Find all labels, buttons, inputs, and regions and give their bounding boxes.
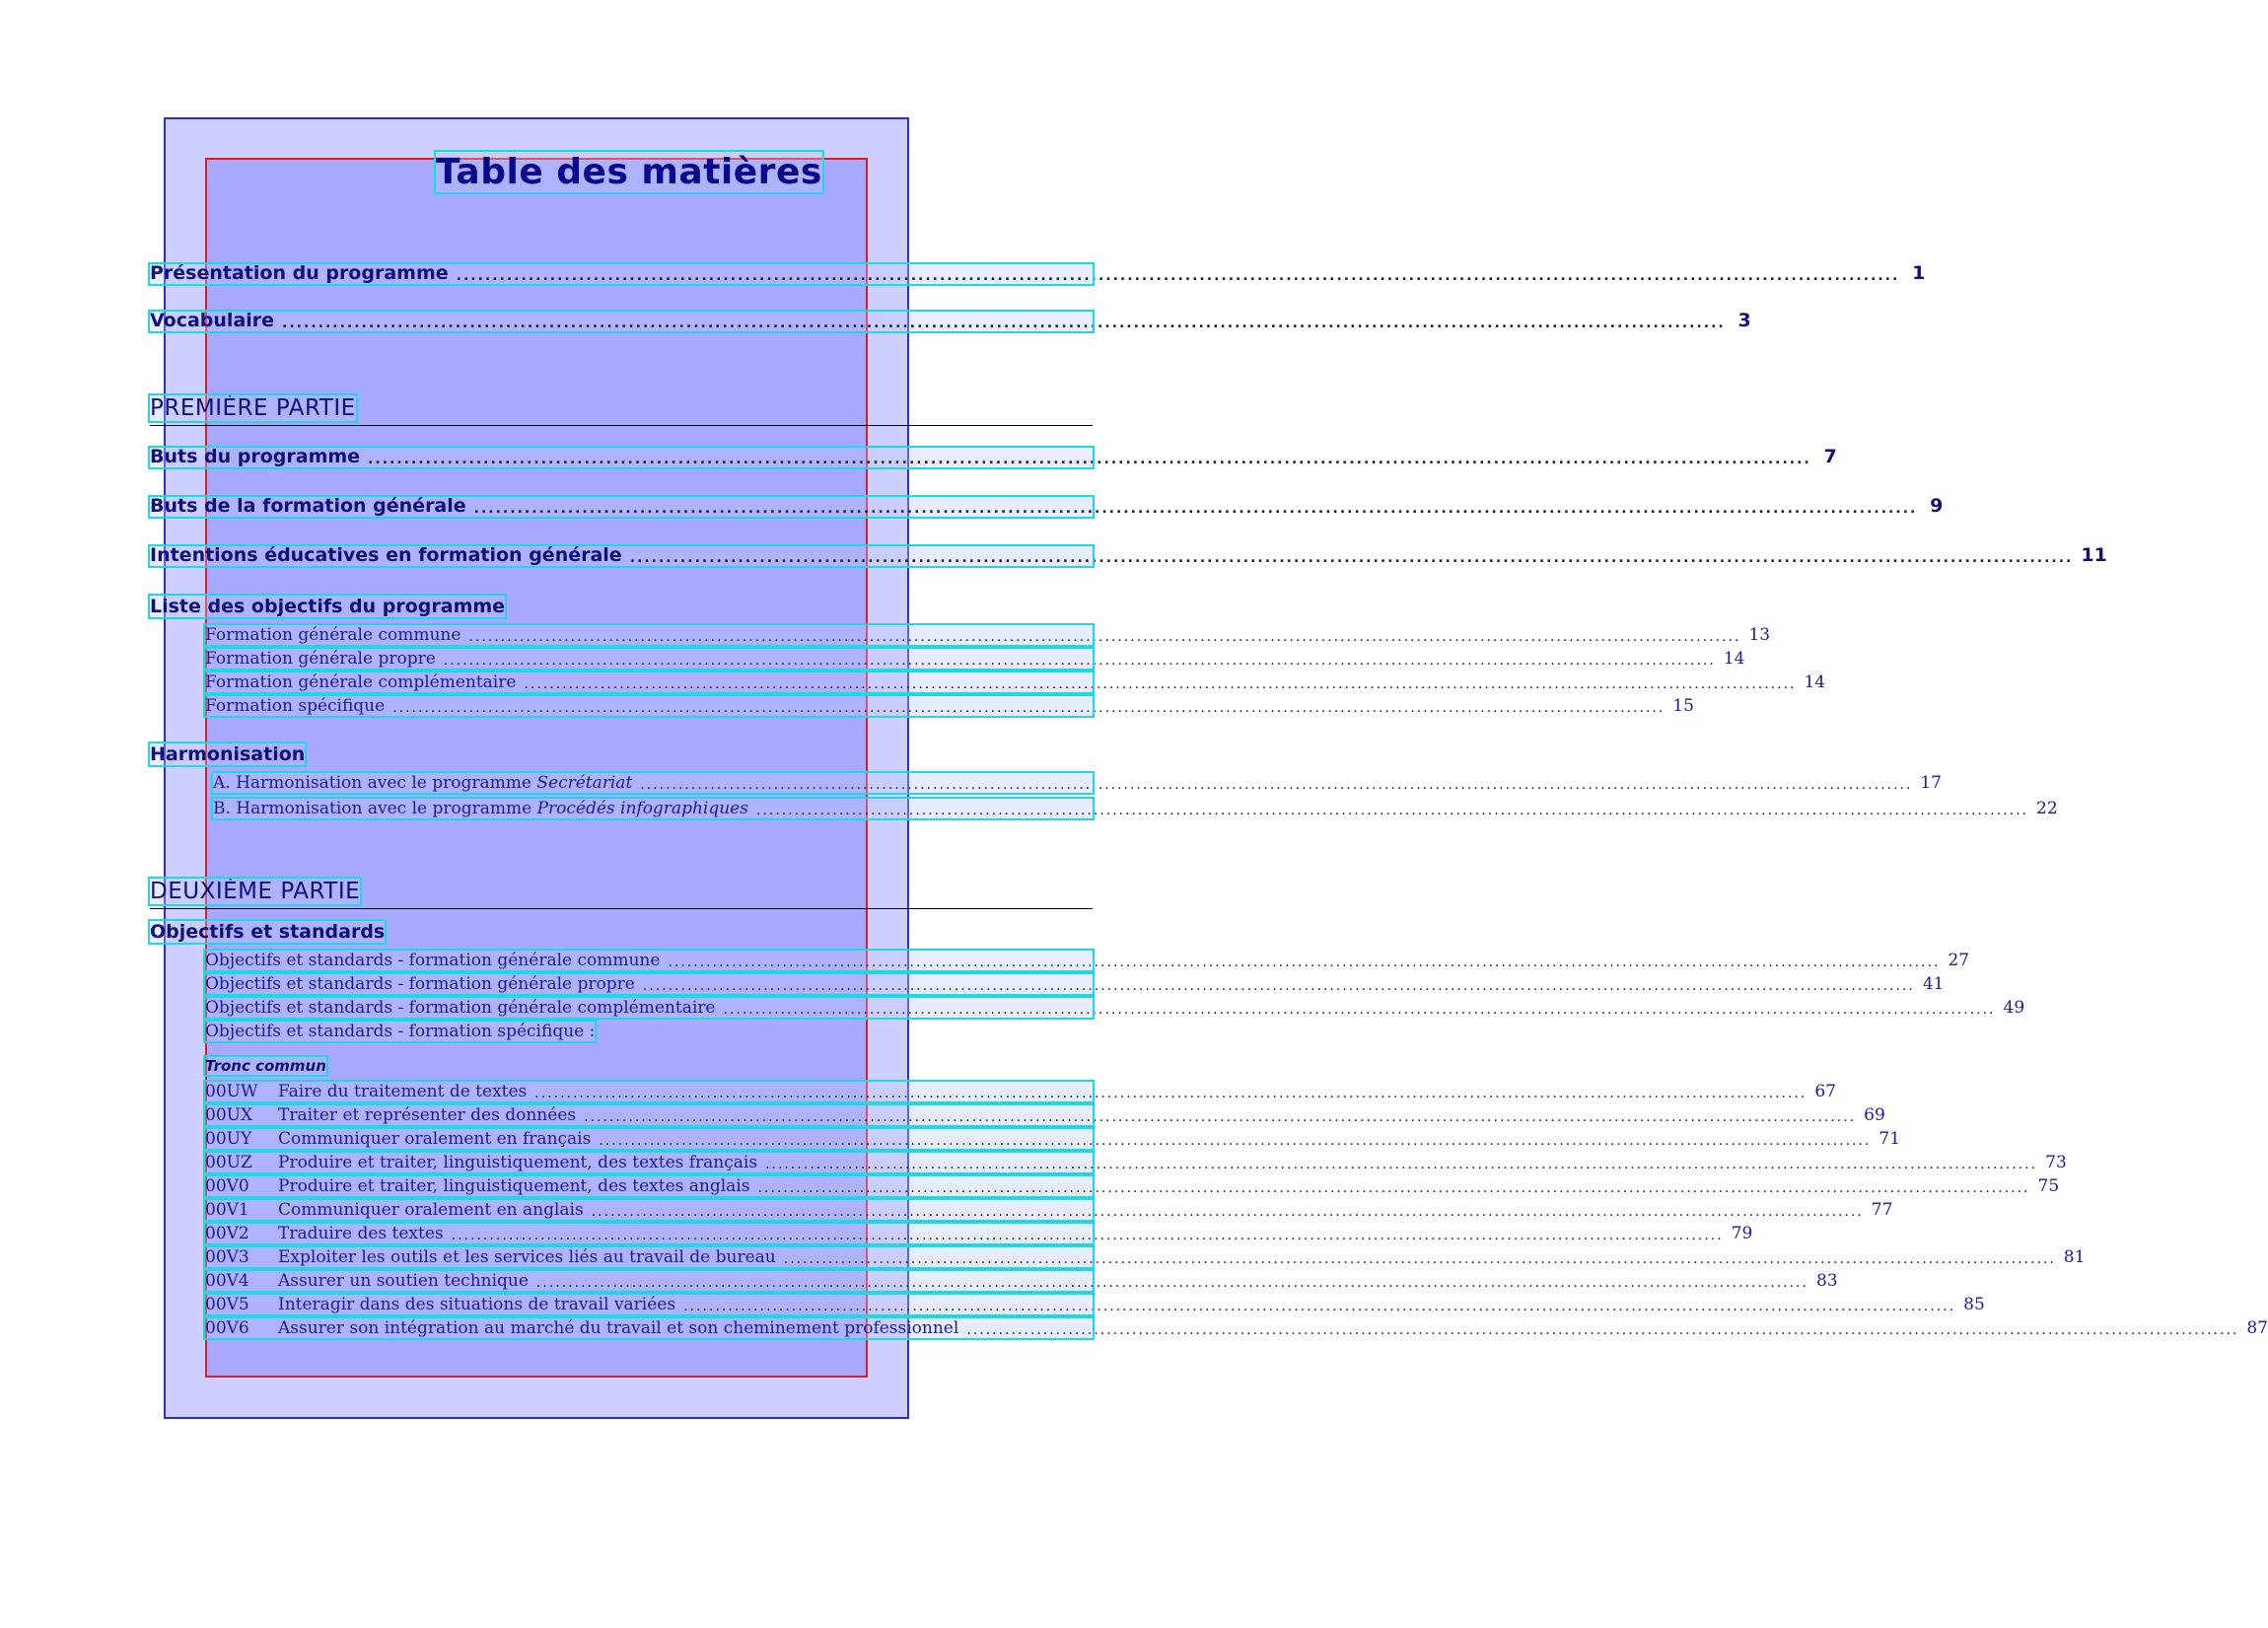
competency-label: Communiquer oralement en français (278, 1129, 592, 1149)
toc-entry-label (213, 773, 632, 793)
toc-entry-label: Formation générale commune (205, 625, 461, 645)
competency-label: Faire du traitement de textes (278, 1082, 528, 1101)
toc-entry-page: 3 (1737, 310, 1751, 331)
competency-code: 00UY (205, 1129, 252, 1149)
competency-entry[interactable] (205, 1247, 2086, 1267)
toc-entry-label (205, 1129, 591, 1149)
competency-code: 00V4 (205, 1271, 249, 1291)
toc-entry-page: 69 (1864, 1105, 1885, 1125)
harmonisation-prefix: B. Harmonisation avec le programme (213, 799, 537, 818)
specific-training-label: Objectifs et standards - formation spécifique : (205, 1022, 596, 1041)
toc-entry-page: 67 (1814, 1082, 1836, 1101)
competency-entry[interactable] (205, 1318, 2268, 1338)
toc-entry-label: Présentation du programme (150, 262, 449, 284)
toc-entry-page: 22 (2036, 799, 2058, 818)
toc-entry-label: Vocabulaire (150, 310, 275, 331)
toc-entry-page: 75 (2037, 1176, 2060, 1196)
toc-entry[interactable] (150, 310, 1751, 331)
leader-dots: ........................................................................................................................................................................................................ (443, 653, 1716, 669)
competency-label: Communiquer oralement en anglais (278, 1200, 584, 1220)
competency-code: 00UW (205, 1082, 258, 1101)
competency-entry[interactable] (205, 1271, 1838, 1291)
toc-entry-label (205, 1271, 529, 1291)
competency-label: Produire et traiter, linguistiquement, des textes anglais (278, 1176, 750, 1196)
competency-code: 00V6 (205, 1318, 249, 1338)
toc-entry-label: Objectifs et standards - formation générale complémentaire (205, 998, 716, 1018)
toc-entry-label: Formation spécifique (205, 696, 386, 716)
leader-dots: ........................................................................................................................................................................................................ (765, 1157, 2038, 1172)
leader-dots: ........................................................................................................................................................................................................ (524, 676, 1797, 692)
toc-entry-page: 41 (1922, 974, 1945, 994)
leader-dots: ........................................................................................................................................................................................................ (642, 978, 1915, 994)
toc-entry-label (205, 1200, 584, 1220)
toc-entry-page: 49 (2003, 998, 2025, 1018)
competency-label: Produire et traiter, linguistiquement, des textes français (278, 1153, 758, 1172)
toc-entry-page: 73 (2045, 1153, 2067, 1172)
competency-entry[interactable] (205, 1082, 1836, 1101)
competency-entry[interactable] (205, 1105, 1885, 1125)
competency-label: Assurer un soutien technique (278, 1271, 529, 1291)
toc-entry-page: 9 (1930, 495, 1944, 517)
toc-entry-label (205, 1247, 776, 1267)
competency-entry[interactable] (205, 1129, 1901, 1149)
toc-entry-page: 79 (1731, 1224, 1753, 1243)
toc-entry[interactable] (205, 672, 1826, 692)
leader-dots: ........................................................................................................................................................................................................ (640, 777, 1913, 793)
toc-entry-page: 81 (2063, 1247, 2086, 1267)
toc-entry[interactable] (205, 696, 1694, 716)
toc-entry-label: Intentions éducatives en formation générale (150, 544, 622, 566)
toc-entry-page: 71 (1878, 1129, 1901, 1149)
toc-entry-page: 14 (1804, 672, 1826, 692)
toc-entry-page: 77 (1871, 1200, 1893, 1220)
toc-entry-label: Objectifs et standards - formation générale commune (205, 951, 661, 970)
toc-entry[interactable] (205, 974, 1945, 994)
toc-entry-page: 85 (1963, 1295, 1985, 1314)
leader-dots: ........................................................................................................................................................................................................ (473, 501, 1918, 517)
leader-dots: ........................................................................................................................................................................................................ (966, 1322, 2239, 1338)
toc-entry-label (205, 1105, 576, 1125)
tronc-commun-label: Tronc commun (205, 1057, 326, 1075)
page-title: Table des matières (436, 152, 822, 192)
section-heading: Objectifs et standards (150, 921, 386, 943)
section-heading: Liste des objectifs du programme (150, 596, 506, 617)
toc-entry-page: 1 (1912, 262, 1926, 284)
competency-code: 00V2 (205, 1224, 249, 1243)
program-name: Procédés infographiques (536, 799, 748, 818)
leader-dots: ........................................................................................................................................................................................................ (783, 1251, 2056, 1267)
competency-code: 00UZ (205, 1153, 252, 1172)
competency-label: Assurer son intégration au marché du travail et son cheminement professionnel (278, 1318, 959, 1338)
competency-label: Traduire des textes (278, 1224, 444, 1243)
competency-code: 00V5 (205, 1295, 249, 1314)
competency-entry[interactable] (205, 1176, 2060, 1196)
toc-entry-page: 14 (1723, 649, 1745, 669)
toc-entry[interactable] (150, 544, 2107, 566)
toc-entry-page: 15 (1672, 696, 1694, 716)
toc-entry-page: 11 (2081, 544, 2107, 566)
competency-entry[interactable] (205, 1224, 1753, 1243)
toc-entry-label: Buts de la formation générale (150, 495, 466, 517)
program-name: Secrétariat (536, 773, 633, 793)
competency-entry[interactable] (205, 1153, 2067, 1172)
toc-entry-page: 17 (1920, 773, 1942, 793)
toc-entry[interactable] (150, 262, 1926, 284)
toc-entry-label (205, 1295, 675, 1314)
leader-dots: ........................................................................................................................................................................................................ (451, 1228, 1724, 1243)
section-heading: Harmonisation (150, 743, 306, 765)
competency-code: 00V3 (205, 1247, 249, 1267)
leader-dots: ........................................................................................................................................................................................................ (757, 1180, 2030, 1196)
toc-entry-label: Formation générale complémentaire (205, 672, 517, 692)
competency-code: 00UX (205, 1105, 253, 1125)
toc-entry-label: Formation générale propre (205, 649, 436, 669)
toc-entry[interactable] (150, 446, 1837, 467)
competency-label: Exploiter les outils et les services liés au travail de bureau (278, 1247, 776, 1267)
competency-entry[interactable] (205, 1200, 1893, 1220)
competency-label: Interagir dans des situations de travail variées (278, 1295, 676, 1314)
toc-entry-page: 83 (1815, 1271, 1838, 1291)
leader-dots: ........................................................................................................................................................................................................ (468, 629, 1741, 645)
leader-dots: ........................................................................................................................................................................................................ (683, 1299, 1956, 1314)
toc-entry[interactable] (213, 773, 1942, 793)
toc-entry[interactable] (205, 998, 2025, 1018)
leader-dots: ........................................................................................................................................................................................................ (282, 316, 1726, 331)
toc-entry[interactable] (205, 649, 1745, 669)
toc-entry-page: 87 (2246, 1318, 2268, 1338)
leader-dots: ........................................................................................................................................................................................................ (755, 803, 2029, 818)
part-heading-label: DEUXIÈME PARTIE (150, 879, 361, 904)
part-heading (150, 879, 1093, 909)
harmonisation-prefix: A. Harmonisation avec le programme (213, 773, 537, 793)
toc-entry-label (205, 1176, 749, 1196)
leader-dots: ........................................................................................................................................................................................................ (599, 1133, 1872, 1149)
toc-entry-label (205, 1153, 757, 1172)
toc-entry-label (213, 799, 748, 818)
toc-entry-label: Objectifs et standards - formation générale propre (205, 974, 635, 994)
competency-code: 00V0 (205, 1176, 249, 1196)
competency-label: Traiter et représenter des données (278, 1105, 577, 1125)
toc-entry[interactable] (205, 951, 1970, 970)
leader-dots: ........................................................................................................................................................................................................ (534, 1086, 1807, 1101)
competency-code: 00V1 (205, 1200, 249, 1220)
leader-dots: ........................................................................................................................................................................................................ (368, 452, 1811, 467)
toc-entry-page: 27 (1948, 951, 1970, 970)
toc-entry-label (205, 1318, 958, 1338)
leader-dots: ........................................................................................................................................................................................................ (456, 268, 1900, 284)
toc-entry-page: 13 (1748, 625, 1771, 645)
toc-entry[interactable] (213, 799, 2058, 818)
competency-entry[interactable] (205, 1295, 1985, 1314)
part-heading (150, 395, 1093, 426)
leader-dots: ........................................................................................................................................................................................................ (535, 1275, 1808, 1291)
leader-dots: ........................................................................................................................................................................................................ (723, 1002, 1996, 1018)
leader-dots: ........................................................................................................................................................................................................ (629, 550, 2074, 566)
toc-entry-label (205, 1082, 527, 1101)
part-heading-label: PREMIÈRE PARTIE (150, 395, 356, 421)
toc-entry-label: Buts du programme (150, 446, 361, 467)
toc-entry[interactable] (205, 625, 1771, 645)
leader-dots: ........................................................................................................................................................................................................ (392, 700, 1666, 716)
toc-entry[interactable] (150, 495, 1944, 517)
toc-entry-label (205, 1224, 444, 1243)
leader-dots: ........................................................................................................................................................................................................ (591, 1204, 1864, 1220)
leader-dots: ........................................................................................................................................................................................................ (668, 955, 1941, 970)
toc-entry-page: 7 (1823, 446, 1837, 467)
leader-dots: ........................................................................................................................................................................................................ (584, 1109, 1857, 1125)
